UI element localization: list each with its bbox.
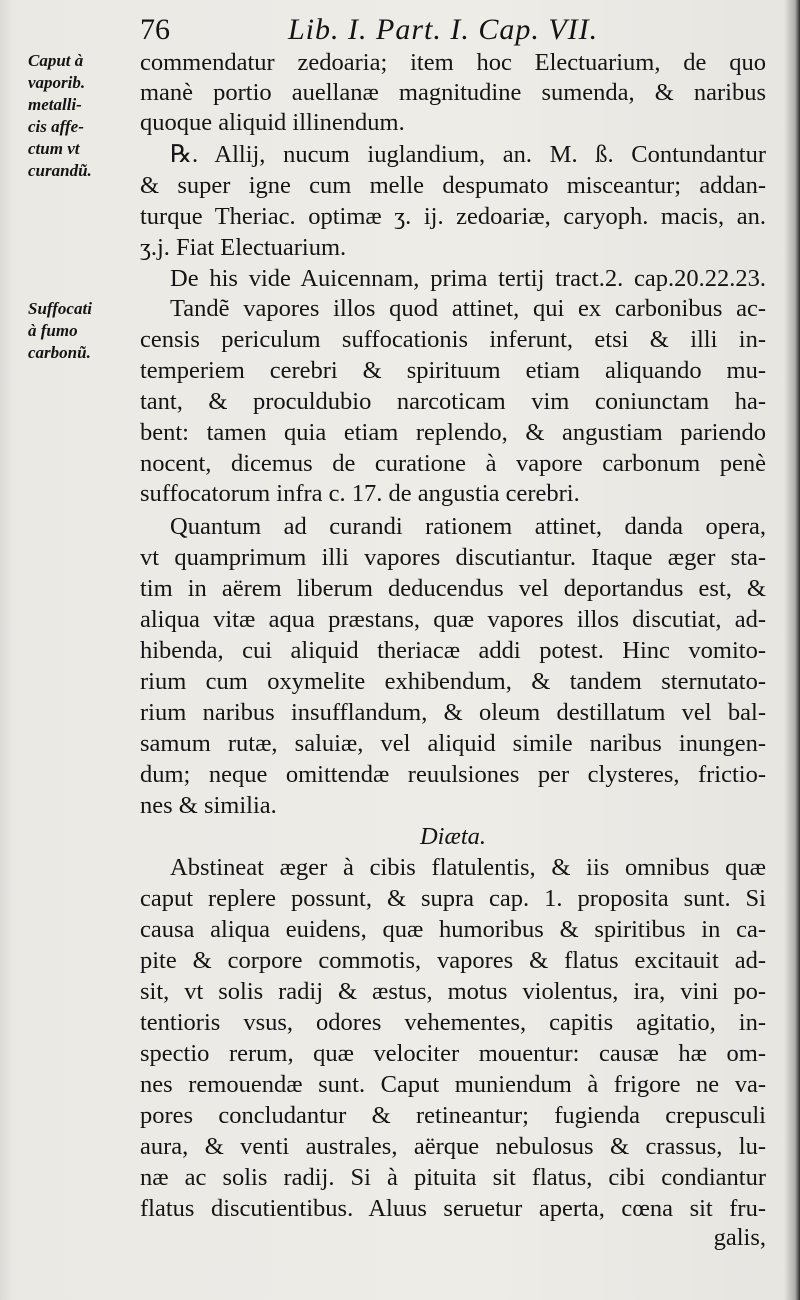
text-line: sit, vt solis radij & æstus, motus violentus, ira, vini po-	[140, 978, 766, 1005]
page-header	[140, 10, 760, 50]
text-line: nocent, dicemus de curatione à vapore carbonum penè	[140, 450, 766, 477]
text-line: & super igne cum melle despumato misceantur; addan-	[140, 172, 766, 199]
text-line: nes remouendæ sunt. Caput muniendum à frigore ne va-	[140, 1071, 766, 1098]
text-line: næ ac solis radij. Si à pituita sit flatus, cibi condiantur	[140, 1164, 766, 1191]
text-line: ℞. Allij, nucum iuglandium, an. M. ß. Contundantur	[170, 141, 766, 168]
margin-note-line: carbonũ.	[28, 343, 91, 362]
text-line: aura, & venti australes, aërque nebulosus & crassus, lu-	[140, 1133, 766, 1160]
text-line: vt quamprimum illi vapores discutiantur. Itaque æger sta-	[140, 544, 766, 571]
text-line: tim in aërem liberum deducendus vel deportandus est, &	[140, 575, 766, 602]
text-line: caput replere possunt, & supra cap. 1. proposita sunt. Si	[140, 885, 766, 912]
text-line: nes & similia.	[140, 792, 277, 819]
section-heading: Diæta.	[419, 823, 487, 850]
margin-note-line: curandũ.	[28, 161, 92, 180]
margin-note-vapors	[28, 50, 136, 182]
margin-note-line: à fumo	[28, 321, 78, 340]
text-line: flatus discutientibus. Aluus seruetur aperta, cœna sit fru-	[140, 1195, 766, 1222]
margin-note-line: Suffocati	[28, 299, 92, 318]
margin-note-line: cis affe-	[28, 117, 84, 136]
text-line: bent: tamen quia etiam replendo, & angustiam pariendo	[140, 419, 766, 446]
text-line: ʒ.j. Fiat Electuarium.	[140, 234, 347, 261]
text-line: causa aliqua euidens, quæ humoribus & spiritibus in ca-	[140, 916, 766, 943]
text-line: quoque aliquid illinendum.	[140, 109, 405, 136]
margin-note-coal-smoke	[28, 298, 136, 364]
text-line: pite & corpore commotis, vapores & flatus excitauit ad-	[140, 947, 766, 974]
text-line: pores concludantur & retineantur; fugienda crepusculi	[140, 1102, 766, 1129]
text-line: dum; neque omittendæ reuulsiones per clysteres, frictio-	[140, 761, 766, 788]
text-line: rium cum oxymelite exhibendum, & tandem sternutato-	[140, 668, 766, 695]
text-line: censis periculum suffocationis inferunt, etsi & illi in-	[140, 326, 766, 353]
text-line: De his vide Auicennam, prima tertij tract.2. cap.20.22.23.	[170, 265, 766, 292]
text-line: Abstineat æger à cibis flatulentis, & iis omnibus quæ	[170, 854, 766, 881]
text-line: rium naribus insufflandum, & oleum destillatum vel bal-	[140, 699, 766, 726]
text-line: manè portio auellanæ magnitudine sumenda, & naribus	[140, 79, 766, 106]
text-line: aliqua vitæ aqua præstans, quæ vapores illos discutiat, ad-	[140, 606, 766, 633]
margin-note-line: ctum vt	[28, 139, 80, 158]
text-line: spectio rerum, quæ velociter mouentur: causæ hæ om-	[140, 1040, 766, 1067]
text-line: tentioris vsus, odores vehementes, capitis agitatio, in-	[140, 1009, 766, 1036]
margin-note-line: vaporib.	[28, 73, 86, 92]
running-head: Lib. I. Part. I. Cap. VII.	[288, 13, 599, 46]
page-number: 76	[140, 13, 170, 46]
margin-note-line: Caput à	[28, 51, 84, 70]
text-line: commendatur zedoaria; item hoc Electuarium, de quo	[140, 49, 766, 76]
text-line: Quantum ad curandi rationem attinet, danda opera,	[170, 513, 766, 540]
margin-note-line: metalli-	[28, 95, 82, 114]
text-line: samum rutæ, saluiæ, vel aliquid simile naribus inungen-	[140, 730, 766, 757]
text-line: temperiem cerebri & spirituum etiam aliquando mu-	[140, 357, 766, 384]
text-line: turque Theriac. optimæ ʒ. ij. zedoariæ, caryoph. macis, an.	[140, 203, 766, 230]
text-line: tant, & proculdubio narcoticam vim coniunctam ha-	[140, 388, 766, 415]
text-line: Tandẽ vapores illos quod attinet, qui ex carbonibus ac-	[170, 295, 766, 322]
text-line: suffocatorum infra c. 17. de angustia cerebri.	[140, 480, 580, 507]
text-line: hibenda, cui aliquid theriacæ addi potest. Hinc vomito-	[140, 637, 766, 664]
catchword: galis,	[713, 1224, 766, 1251]
page-edge-shadow	[784, 0, 800, 1300]
